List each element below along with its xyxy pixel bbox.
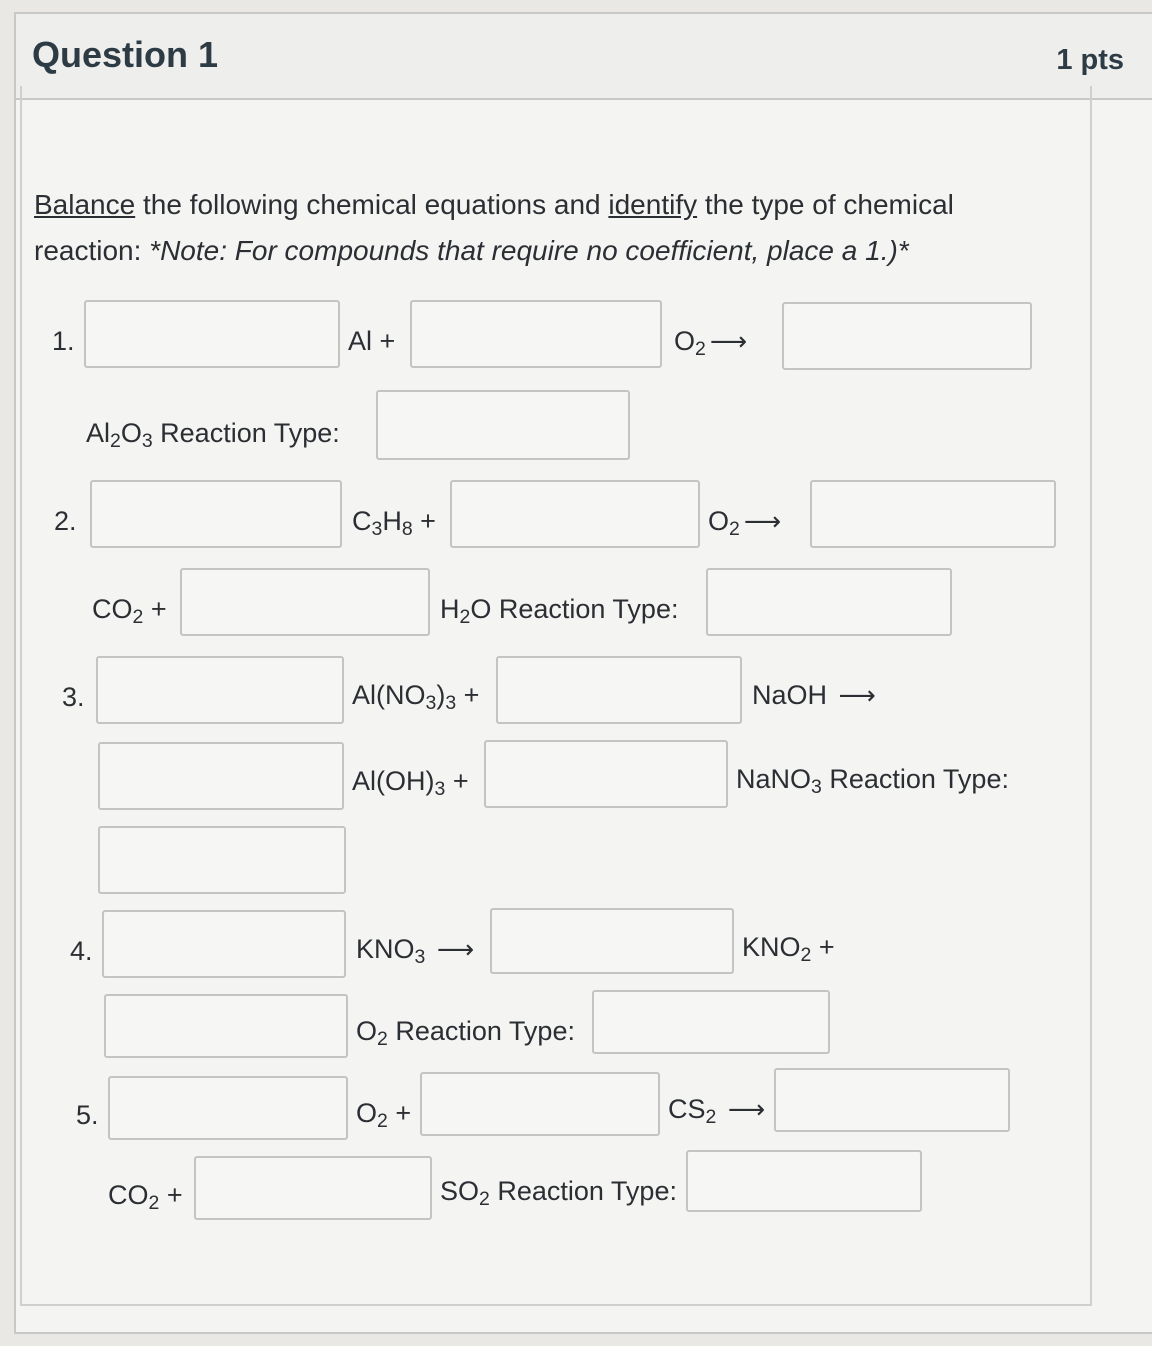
problem-1-reaction-type[interactable] — [376, 390, 630, 460]
problem-1-number: 1. — [52, 326, 75, 356]
problem-3-coef-naoh[interactable] — [496, 656, 742, 724]
reaction-arrow-icon: ⟶ — [743, 506, 782, 536]
problem-2-number: 2. — [54, 506, 77, 536]
problem-3-species-aloh3: $Al(OH)_3$ + — [352, 766, 469, 800]
prompt-text-2: the type of chemical reaction: — [34, 189, 954, 266]
problem-1-coef-al[interactable] — [84, 300, 340, 368]
problem-2-reaction-type[interactable] — [706, 568, 952, 636]
prompt-balance-word: Balance — [34, 189, 136, 220]
question-prompt — [34, 182, 1044, 274]
reaction-arrow-icon: ⟶ — [727, 1094, 766, 1124]
problem-2-coef-h2o[interactable] — [180, 568, 430, 636]
problem-4-reaction-type[interactable] — [592, 990, 830, 1054]
problem-3-species-alno33: $Al(NO_3)_3$ + — [352, 680, 480, 714]
problem-1-species-o2: $O_2$ ⟶ — [674, 326, 748, 360]
problem-4-coef-kno3[interactable] — [102, 910, 346, 978]
problem-1-species-al: Al + — [348, 326, 396, 356]
problem-4-number: 4. — [70, 936, 93, 966]
problem-4-coef-o2[interactable] — [104, 994, 348, 1058]
prompt-note: *Note: For compounds that require no coefficient, place a 1.)* — [149, 235, 909, 266]
question-points: 1 pts — [1056, 44, 1124, 76]
problem-2-coef-o2[interactable] — [450, 480, 700, 548]
problem-3-reaction-type[interactable] — [98, 826, 346, 894]
problem-1-coef-al2o3[interactable] — [782, 302, 1032, 370]
problem-4-species-o2: $O_2$ Reaction Type: — [356, 1016, 575, 1050]
reaction-arrow-icon: ⟶ — [436, 934, 475, 964]
problem-5-coef-cs2[interactable] — [420, 1072, 660, 1136]
problem-1-species-al2o3: $Al_2O_3$ Reaction Type: — [86, 418, 340, 452]
reaction-arrow-icon: ⟶ — [709, 326, 748, 356]
problem-4-species-kno3: $KNO_3$ ⟶ — [356, 934, 475, 968]
problem-5-species-co2: $CO_2$ + — [108, 1180, 183, 1214]
problem-5-coef-co2[interactable] — [774, 1068, 1010, 1132]
problem-4-coef-kno2[interactable] — [490, 908, 734, 974]
problem-5-reaction-type[interactable] — [686, 1150, 922, 1212]
problem-1-coef-o2[interactable] — [410, 300, 662, 368]
question-title: Question 1 — [32, 34, 219, 75]
problem-2-species-co2: $CO_2$ + — [92, 594, 167, 628]
problem-2-coef-co2[interactable] — [810, 480, 1056, 548]
problem-3-species-naoh: NaOH ⟶ — [752, 680, 876, 710]
problem-3-coef-nano3[interactable] — [484, 740, 728, 808]
problem-5-species-o2: $O_2$ + — [356, 1098, 412, 1132]
problem-3-coef-aloh3[interactable] — [98, 742, 344, 810]
reaction-arrow-icon: ⟶ — [838, 680, 876, 710]
problem-3-species-nano3: NaNO$_3$ Reaction Type: — [736, 764, 1009, 798]
problem-5-species-so2: $SO_2$ Reaction Type: — [440, 1176, 677, 1210]
problem-2-species-h2o: $H_2O$ Reaction Type: — [440, 594, 679, 628]
prompt-identify-word: identify — [608, 189, 698, 220]
problem-5-species-cs2: $CS_2$ ⟶ — [668, 1094, 766, 1128]
prompt-text-1: the following chemical equations and — [135, 189, 609, 220]
problem-5-coef-o2[interactable] — [108, 1076, 348, 1140]
problem-2-species-o2: $O_2$ ⟶ — [708, 506, 782, 540]
problem-3-coef-alno33[interactable] — [96, 656, 344, 724]
problem-5-number: 5. — [76, 1100, 99, 1130]
problem-5-coef-so2[interactable] — [194, 1156, 432, 1220]
problem-4-species-kno2: $KNO_2$ + — [742, 932, 835, 966]
problem-3-number: 3. — [62, 682, 85, 712]
problem-2-species-c3h8: $C_3H_8$ + — [352, 506, 436, 540]
problem-2-coef-c3h8[interactable] — [90, 480, 342, 548]
